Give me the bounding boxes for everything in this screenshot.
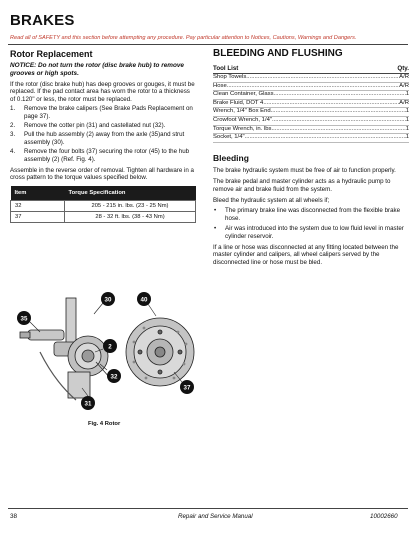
rotor-replacement-heading: Rotor Replacement bbox=[10, 49, 93, 59]
intro-paragraph: If the rotor (disc brake hub) has deep grooves or gouges, it must be replaced. If the pad contact area has worn the rotor to a thickness of 0.120" or less, the rotor must be replaced. bbox=[10, 81, 195, 103]
step-text: Remove the brake calipers (See Brake Pads Replacement on page 37). bbox=[24, 105, 193, 120]
list-item bbox=[213, 83, 409, 92]
tool-list bbox=[213, 74, 409, 143]
callout-40 bbox=[137, 292, 151, 306]
torque-table bbox=[10, 186, 196, 224]
tool-qty: A/R bbox=[399, 74, 409, 80]
table-header-row bbox=[11, 186, 196, 201]
table-cell-item: 32 bbox=[11, 201, 65, 212]
callout-2 bbox=[103, 339, 117, 353]
tool-list-title: Tool List bbox=[213, 65, 239, 72]
tool-name: Brake Fluid, DOT 4 ..... bbox=[213, 100, 399, 108]
svg-text:37: 37 bbox=[183, 384, 191, 392]
reassembly-paragraph: Assemble in the reverse order of removal. Tighten all hardware in a cross pattern to the torque values specified below. bbox=[10, 167, 194, 182]
tool-qty: A/R bbox=[399, 82, 409, 89]
document-number: 10002660 bbox=[370, 513, 398, 520]
bleeding-heading: Bleeding bbox=[213, 152, 249, 163]
tool-name: Shop Towels ..... bbox=[213, 74, 399, 82]
callout-37 bbox=[180, 380, 194, 394]
step-number: 1. bbox=[10, 105, 16, 113]
callout-32 bbox=[107, 369, 121, 383]
tool-name: Torque Wrench, in. lbs. ..... bbox=[213, 126, 406, 134]
steps-list bbox=[10, 105, 196, 163]
tool-name: Hose ..... bbox=[213, 83, 399, 91]
callout-30 bbox=[101, 292, 115, 306]
svg-text:31: 31 bbox=[84, 400, 92, 408]
bullet-icon: • bbox=[214, 225, 217, 233]
tool-name: Socket, 1/4" ..... bbox=[213, 134, 406, 142]
page-number: 38 bbox=[10, 513, 18, 520]
svg-text:2: 2 bbox=[108, 343, 112, 351]
right-column bbox=[213, 48, 409, 266]
list-item bbox=[213, 225, 409, 240]
notice-text: NOTICE: Do not turn the rotor (disc brake hub) to remove grooves or high spots. bbox=[10, 62, 184, 77]
bleeding-paragraph-4: If a line or hose was disconnected at any fitting located between the master cylinder and calipers, all wheel calipers served by the disconnected line or hose must be bled. bbox=[213, 244, 399, 266]
tool-qty: A/R bbox=[399, 99, 409, 106]
list-item bbox=[213, 126, 409, 135]
list-item bbox=[213, 108, 409, 117]
table-cell-torque: 28 - 32 ft. lbs. (38 - 43 Nm) bbox=[65, 212, 196, 223]
bullet-text: Air was introduced into the system due to low fluid level in master cylinder reservoir. bbox=[225, 225, 404, 240]
tool-qty: 1 bbox=[405, 91, 409, 98]
step-item bbox=[10, 105, 196, 120]
list-item bbox=[213, 117, 409, 126]
svg-text:35: 35 bbox=[20, 315, 28, 323]
bleeding-paragraph-3: Bleed the hydraulic system at all wheels if; bbox=[213, 196, 330, 204]
tool-list-header bbox=[213, 65, 409, 74]
tool-qty: 1 bbox=[405, 108, 409, 115]
step-item bbox=[10, 122, 196, 129]
tool-list-qty-title: Qty. bbox=[397, 65, 409, 72]
step-item bbox=[10, 148, 196, 163]
svg-text:32: 32 bbox=[110, 373, 118, 381]
svg-text:40: 40 bbox=[140, 296, 148, 304]
bleeding-paragraph-1: The brake hydraulic system must be free of air to function properly. bbox=[213, 166, 396, 174]
list-item bbox=[213, 91, 409, 100]
step-text: Remove the four bolts (37) securing the rotor (45) to the hub assembly (2) (Ref. Fig. 4). bbox=[24, 148, 190, 163]
svg-text:30: 30 bbox=[104, 296, 112, 304]
rotor-illustration bbox=[10, 292, 196, 412]
callout-31 bbox=[81, 396, 95, 410]
bleeding-paragraph-2: The brake pedal and master cylinder acts as a hydraulic pump to remove air and brake fluid from the system. bbox=[213, 178, 391, 193]
list-item bbox=[213, 134, 409, 143]
step-number: 2. bbox=[10, 122, 16, 130]
manual-title: Repair and Service Manual bbox=[178, 513, 253, 520]
figure-caption: Fig. 4 Rotor bbox=[88, 421, 121, 427]
table-header-item: Item bbox=[11, 186, 65, 201]
list-item bbox=[213, 74, 409, 83]
list-item bbox=[213, 207, 409, 222]
tool-name: Clean Container, Glass ..... bbox=[213, 91, 406, 99]
table-row bbox=[11, 212, 196, 223]
table-cell-item: 37 bbox=[11, 212, 65, 223]
tool-name: Wrench, 1/4" Box End ..... bbox=[213, 108, 406, 116]
list-item bbox=[213, 100, 409, 109]
step-text: Pull the hub assembly (2) away from the axle (35)and strut assembly (30). bbox=[24, 131, 185, 146]
tool-qty: 1 bbox=[405, 134, 409, 141]
left-column bbox=[10, 48, 196, 223]
header-divider bbox=[8, 44, 408, 45]
callout-35 bbox=[17, 311, 31, 325]
tool-qty: 1 bbox=[405, 116, 409, 123]
step-number: 4. bbox=[10, 148, 16, 156]
table-cell-torque: 205 - 215 in. lbs. (23 - 25 Nm) bbox=[65, 201, 196, 212]
bullet-text: The primary brake line was disconnected from the flexible brake hose. bbox=[225, 207, 401, 222]
step-item bbox=[10, 131, 196, 146]
tool-qty: 1 bbox=[405, 125, 409, 132]
rotor-figure bbox=[10, 292, 196, 412]
bullet-icon: • bbox=[214, 207, 217, 215]
step-text: Remove the cotter pin (31) and castellated nut (32). bbox=[24, 122, 166, 130]
step-number: 3. bbox=[10, 131, 16, 139]
safety-warning: Read all of SAFETY and this section before attempting any procedure. Pay particular attention to Notices, Cautions, Warnings and Dangers. bbox=[10, 35, 357, 41]
table-header-torque: Torque Specification bbox=[65, 186, 196, 201]
footer-divider bbox=[8, 508, 408, 509]
tool-name: Crowfoot Wrench, 1/4" ..... bbox=[213, 117, 406, 125]
bleeding-flushing-heading: BLEEDING AND FLUSHING bbox=[213, 48, 343, 59]
table-row bbox=[11, 201, 196, 212]
page-title: BRAKES bbox=[10, 12, 75, 29]
